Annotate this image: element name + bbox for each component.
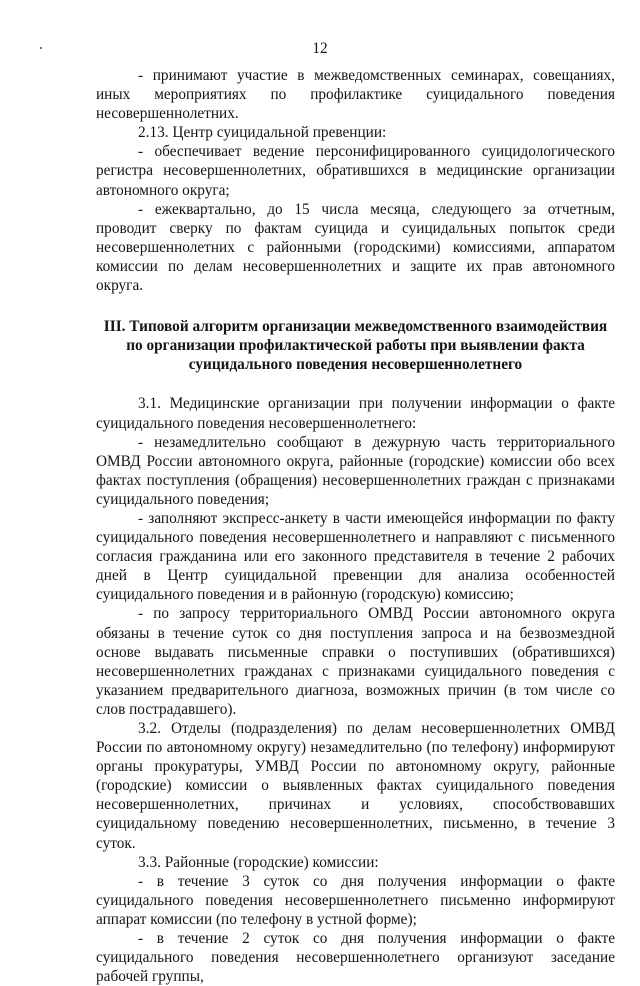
section-heading: III. Типовой алгоритм организации межведомственного взаимодействия по организации профилактической работы при выявлении факта суицидального поведения несовершеннолетнего bbox=[103, 318, 608, 374]
paragraph: 2.13. Центр суицидальной превенции: bbox=[138, 124, 387, 142]
paragraph: - ежеквартально, до 15 числа месяца, следующего за отчетным, проводит сверку по фактам суицида и суицидальных попыток среди несовершеннолетних с районными (городскими) комиссиями, аппаратом комиссии по делам несовершеннолетних и защите их прав автономного округа. bbox=[96, 200, 615, 295]
paragraph: - в течение 3 суток со дня получения информации о факте суицидального поведения несовершеннолетнего письменно информируют аппарат комиссии (по телефону в устной форме); bbox=[96, 872, 615, 928]
page-number: 12 bbox=[312, 40, 328, 57]
paragraph: - по запросу территориального ОМВД России автономного округа обязаны в течение суток со дня поступления запроса и на безвозмездной основе выдавать письменные справки о поступивших (обратившихся) несовершеннолетних гражданах с признаками суицидального поведения с указанием предварительного диагноза, возможных причин (в том числе со слов пострадавшего). bbox=[96, 605, 615, 718]
paragraph: 3.1. Медицинские организации при получении информации о факте суицидального поведения несовершеннолетнего: bbox=[96, 395, 615, 432]
paragraph: - в течение 2 суток со дня получения информации о факте суицидального поведения несовершеннолетнего организуют заседание рабочей группы, bbox=[96, 930, 615, 986]
paragraph: 3.2. Отделы (подразделения) по делам несовершеннолетних ОМВД России по автономному округу) незамедлительно (по телефону) информируют органы прокуратуры, УМВД России по автономному округу, районные (городские) комиссии о выявленных фактах суицидального поведения несовершеннолетних, причинах и условиях, способствовавших суицидальному поведению несовершеннолетних, письменно, в течение 3 суток. bbox=[96, 720, 615, 852]
paragraph: - незамедлительно сообщают в дежурную часть территориального ОМВД России автономного округа, районные (городские) комиссии обо всех фактах поступления (обращения) несовершеннолетних граждан с признаками суицидального поведения; bbox=[96, 433, 615, 508]
paragraph: - заполняют экспресс-анкету в части имеющейся информации по факту суицидального поведения несовершеннолетнего и направляют с письменного согласия гражданина или его законного представителя в течение 2 рабочих дней в Центр суицидальной превенции для анализа особенностей суицидального поведения и в районную (городскую) комиссию; bbox=[96, 509, 615, 604]
paragraph: 3.3. Районные (городские) комиссии: bbox=[138, 853, 379, 871]
document-page bbox=[96, 0, 615, 986]
paragraph: - обеспечивает ведение персонифицированного суицидологического регистра несовершеннолетних, обратившихся в медицинские организации автономного округа; bbox=[96, 143, 615, 199]
paragraph: - принимают участие в межведомственных семинарах, совещаниях, иных мероприятиях по профилактике суицидального поведения несовершеннолетних. bbox=[96, 67, 615, 123]
